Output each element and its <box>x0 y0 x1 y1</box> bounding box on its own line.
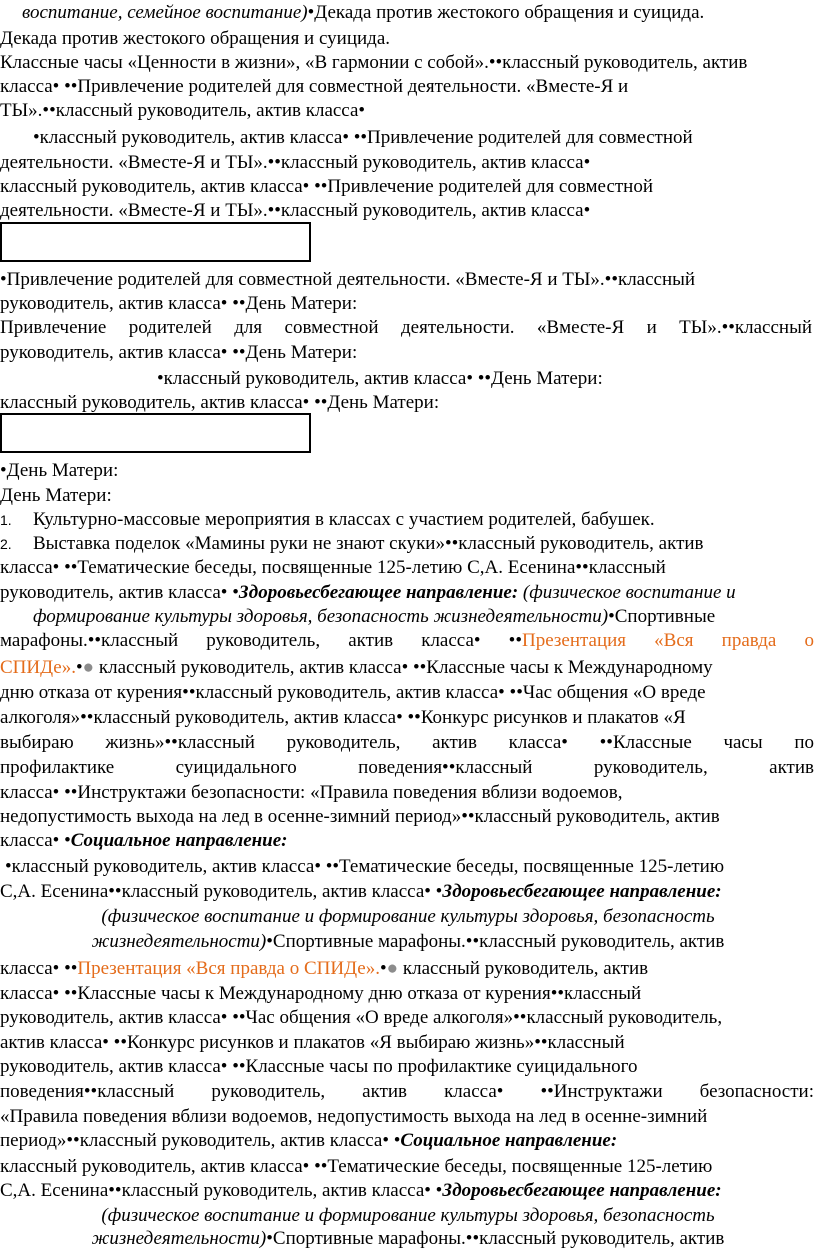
section-heading: Здоровьесбегающее направление: <box>238 582 519 603</box>
text-line: (физическое воспитание и формирование культуры здоровья, безопасность <box>101 1205 715 1226</box>
text-fragment: класса• • <box>0 830 71 851</box>
text-line: руководитель, актив класса• ••День Матери: <box>0 293 358 314</box>
text-fragment: классный руководитель, актив класса• ••Классные часы к Международному <box>94 657 713 678</box>
text-line <box>0 828 816 854</box>
empty-frame <box>0 413 311 453</box>
text-fragment: период»••классный руководитель, актив класса• • <box>0 1130 401 1151</box>
text-line <box>0 628 814 654</box>
section-heading: Здоровьесбегающее направление: <box>442 1180 722 1201</box>
item-text: Выставка поделок «Мамины руки не знают скуки»••классный руководитель, актив <box>33 533 704 554</box>
italic-fragment: жизнедеятельности) <box>91 931 267 952</box>
text-line: профилактике суицидального поведения••классный руководитель, актив <box>0 757 814 778</box>
grey-bullet-icon: ● <box>386 958 399 979</box>
text-line: деятельности. «Вместе-Я и ТЫ».••классный руководитель, актив класса• <box>0 200 591 221</box>
section-heading: Социальное направление: <box>400 1130 618 1151</box>
text-line <box>0 929 816 955</box>
text-fragment: С,А. Есенина••классный руководитель, актив класса• • <box>0 1180 443 1201</box>
text-line: дню отказа от курения••классный руководитель, актив класса• ••Час общения «О вреде <box>0 682 706 703</box>
text-line: •Привлечение родителей для совместной деятельности. «Вместе-Я и ТЫ».••классный <box>0 269 696 290</box>
text-fragment: •Декада против жестокого обращения и суицида. <box>307 2 705 23</box>
text-line: классный руководитель, актив класса• ••Привлечение родителей для совместной <box>0 176 654 197</box>
text-line: (физическое воспитание и формирование культуры здоровья, безопасность <box>101 906 715 927</box>
grey-bullet-icon: ● <box>82 657 95 678</box>
text-line: классный руководитель, актив класса• ••День Матери: <box>0 392 440 413</box>
text-line <box>22 0 816 26</box>
text-fragment: руководитель, актив класса• • <box>0 582 239 603</box>
text-line: руководитель, актив класса• ••Классные часы по профилактике суицидального <box>0 1056 638 1077</box>
text-line: руководитель, актив класса• ••День Матери: <box>0 342 358 363</box>
text-fragment: класса• •• <box>0 958 78 979</box>
text-line: класса• ••Привлечение родителей для совместной деятельности. «Вместе-Я и <box>0 76 629 97</box>
text-fragment: •Спортивные марафоны.••классный руководитель, актив <box>266 1228 725 1249</box>
text-line: актив класса• ••Конкурс рисунков и плакатов «Я выбираю жизнь»••классный <box>0 1032 625 1053</box>
highlight-link: Презентация «Вся правда о <box>522 630 814 651</box>
highlight-link: Презентация «Вся правда о СПИДе». <box>77 958 380 979</box>
text-fragment: марафоны.••классный руководитель, актив класса• •• <box>0 630 522 651</box>
italic-fragment: жизнедеятельности) <box>91 1228 267 1249</box>
text-line: •День Матери: <box>0 460 119 481</box>
bullet-icon: • <box>76 657 83 678</box>
text-line: выбираю жизнь»••классный руководитель, актив класса• ••Классные часы по <box>0 732 814 753</box>
text-line: •классный руководитель, актив класса• ••Привлечение родителей для совместной <box>33 127 693 148</box>
italic-fragment: (физическое воспитание и <box>518 582 736 603</box>
text-line: Привлечение родителей для совместной деятельности. «Вместе-Я и ТЫ».••классный <box>0 317 812 338</box>
text-line: День Матери: <box>0 485 112 506</box>
text-line: ТЫ».••классный руководитель, актив класса• <box>0 100 366 121</box>
bullet-icon: • <box>379 958 387 979</box>
text-line: •классный руководитель, актив класса• ••День Матери: <box>157 368 603 389</box>
text-line <box>0 580 816 606</box>
text-line <box>0 1128 816 1154</box>
highlight-link: СПИДе». <box>0 657 76 678</box>
text-line: классный руководитель, актив класса• ••Тематические беседы, посвященные 125-летию <box>0 1156 713 1177</box>
item-text: Культурно-массовые мероприятия в классах с участием родителей, бабушек. <box>33 509 655 530</box>
text-line: класса• ••Инструктажи безопасности: «Правила поведения вблизи водоемов, <box>0 782 623 803</box>
italic-fragment: воспитание, семейное воспитание) <box>22 2 308 23</box>
item-number: 2. <box>0 536 12 552</box>
text-line <box>33 604 816 630</box>
text-line: алкоголя»••классный руководитель, актив класса• ••Конкурс рисунков и плакатов «Я <box>0 707 686 728</box>
text-line: класса• ••Классные часы к Международному дню отказа от курения••классный <box>0 983 642 1004</box>
item-number: 1. <box>0 512 12 528</box>
text-fragment: •Спортивные марафоны.••классный руководитель, актив <box>266 931 725 952</box>
section-heading: Социальное направление: <box>70 830 288 851</box>
text-line: поведения••классный руководитель, актив класса• ••Инструктажи безопасности: <box>0 1081 814 1102</box>
text-line: недопустимость выхода на лед в осенне-зимний период»••классный руководитель, актив <box>0 806 720 827</box>
italic-fragment: формирование культуры здоровья, безопасность жизнедеятельности) <box>33 606 609 627</box>
text-fragment: С,А. Есенина••классный руководитель, актив класса• • <box>0 881 443 902</box>
text-line: •классный руководитель, актив класса• ••Тематические беседы, посвященные 125-летию <box>5 856 725 877</box>
text-fragment: •Спортивные <box>608 606 716 627</box>
section-heading: Здоровьесбегающее направление: <box>442 881 722 902</box>
text-line: класса• ••Тематические беседы, посвященные 125-летию С,А. Есенина••классный <box>0 557 666 578</box>
text-line <box>0 1178 816 1204</box>
text-line: «Правила поведения вблизи водоемов, недопустимость выхода на лед в осенне-зимний <box>0 1106 708 1127</box>
text-line <box>0 879 816 905</box>
empty-frame <box>0 222 311 262</box>
text-line <box>0 956 816 982</box>
text-line: Декада против жестокого обращения и суицида. <box>0 28 391 49</box>
text-line: деятельности. «Вместе-Я и ТЫ».••классный руководитель, актив класса• <box>0 152 591 173</box>
text-line <box>0 1226 816 1252</box>
text-fragment: классный руководитель, актив <box>398 958 649 979</box>
text-line: руководитель, актив класса• ••Час общения «О вреде алкоголя»••классный руководитель, <box>0 1007 723 1028</box>
text-line <box>0 655 816 681</box>
numbered-item <box>0 531 816 557</box>
text-line: Классные часы «Ценности в жизни», «В гармонии с собой».••классный руководитель, актив <box>0 52 748 73</box>
numbered-item <box>0 507 816 533</box>
